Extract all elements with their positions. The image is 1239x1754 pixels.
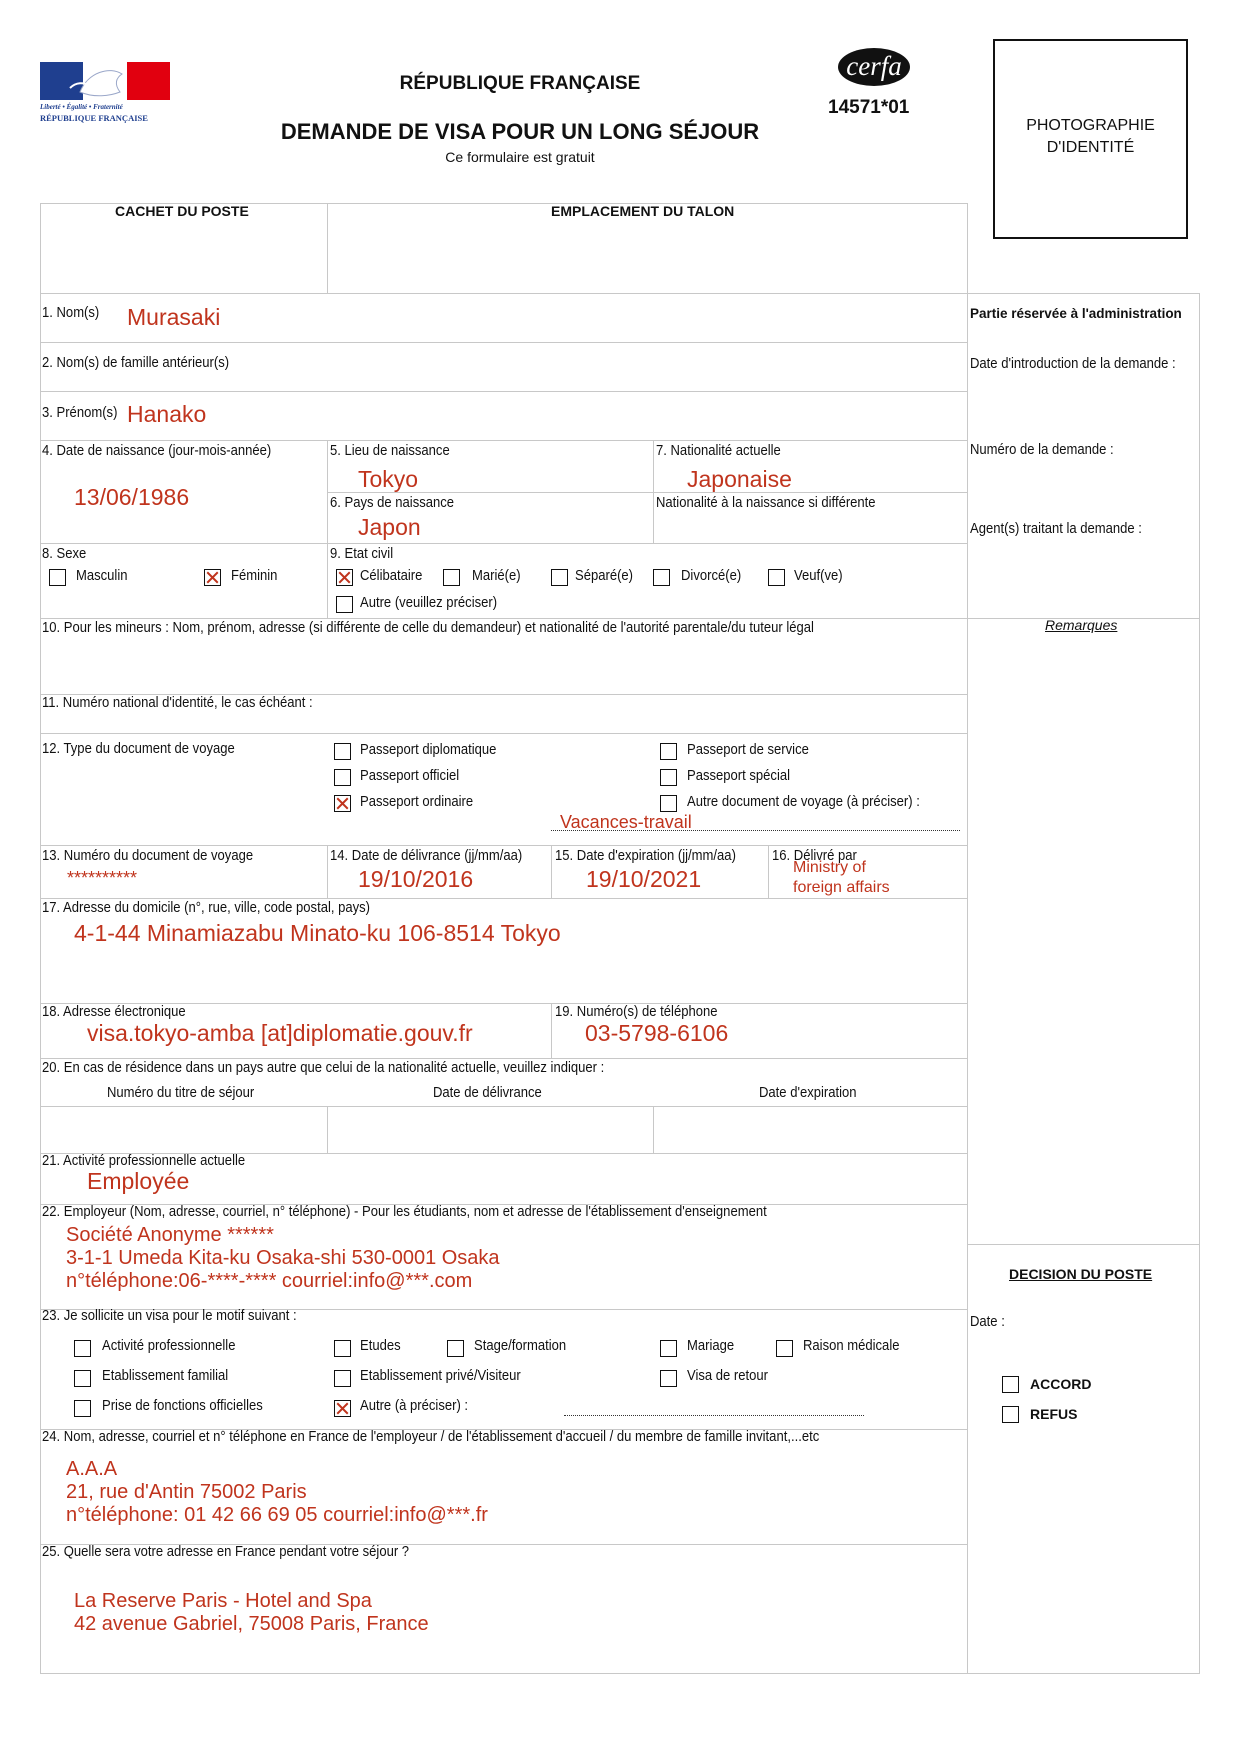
- f16-value-line2[interactable]: foreign affairs: [793, 879, 890, 896]
- f22-value-line2[interactable]: 3-1-1 Umeda Kita-ku Osaka-shi 530-0001 Osaka: [66, 1247, 500, 1269]
- etudes-label: Etudes: [360, 1338, 401, 1354]
- passeport-service-checkbox[interactable]: [660, 743, 677, 760]
- f5-value[interactable]: Tokyo: [358, 466, 419, 492]
- raison-medicale-label: Raison médicale: [803, 1338, 900, 1354]
- veuf-checkbox[interactable]: [768, 569, 785, 586]
- f6-value[interactable]: Japon: [358, 514, 421, 540]
- f9-label: 9. Etat civil: [330, 546, 394, 562]
- f25-label: 25. Quelle sera votre adresse en France pendant votre séjour ?: [42, 1544, 410, 1560]
- accord-label: ACCORD: [1030, 1376, 1092, 1392]
- fonctions-officielles-checkbox[interactable]: [74, 1400, 91, 1417]
- admin-date-intro: Date d'introduction de la demande :: [970, 356, 1176, 372]
- f25-value-line1[interactable]: La Reserve Paris - Hotel and Spa: [74, 1590, 372, 1612]
- photo-label-1: PHOTOGRAPHIE: [1026, 117, 1155, 134]
- autre-document-value[interactable]: Vacances-travail: [560, 812, 692, 832]
- f5-label: 5. Lieu de naissance: [330, 443, 450, 459]
- f14-value[interactable]: 19/10/2016: [358, 866, 474, 892]
- f7-value[interactable]: Japonaise: [687, 466, 792, 492]
- f24-value-line3[interactable]: n°téléphone: 01 42 66 69 05 courriel:info@***.fr: [66, 1504, 488, 1526]
- f11-label: 11. Numéro national d'identité, le cas échéant :: [42, 695, 313, 711]
- visa-retour-label: Visa de retour: [687, 1368, 769, 1384]
- cerfa-logo-text: cerfa: [846, 51, 902, 81]
- admin-date: Date :: [970, 1314, 1005, 1330]
- cachet-du-poste-label: CACHET DU POSTE: [115, 203, 249, 219]
- f3-label: 3. Prénom(s): [42, 405, 118, 421]
- passeport-diplomatique-checkbox[interactable]: [334, 743, 351, 760]
- autre-motif-dotted-line: [564, 1415, 864, 1416]
- emplacement-talon-label: EMPLACEMENT DU TALON: [551, 203, 735, 219]
- stage-checkbox[interactable]: [447, 1340, 464, 1357]
- passeport-officiel-checkbox[interactable]: [334, 769, 351, 786]
- passeport-service-label: Passeport de service: [687, 742, 809, 758]
- mariage-label: Mariage: [687, 1338, 735, 1354]
- f19-value[interactable]: 03-5798-6106: [585, 1020, 729, 1046]
- f4-label: 4. Date de naissance (jour-mois-année): [42, 443, 272, 459]
- etab-familial-checkbox[interactable]: [74, 1370, 91, 1387]
- f4-value[interactable]: 13/06/1986: [74, 484, 190, 510]
- logo-name: RÉPUBLIQUE FRANÇAISE: [40, 113, 148, 123]
- autre-document-label: Autre document de voyage (à préciser) :: [687, 794, 920, 810]
- f19-label: 19. Numéro(s) de téléphone: [555, 1004, 718, 1020]
- f23-label: 23. Je sollicite un visa pour le motif suivant :: [42, 1308, 297, 1324]
- marie-checkbox[interactable]: [443, 569, 460, 586]
- admin-numero: Numéro de la demande :: [970, 442, 1114, 458]
- f7b-label: Nationalité à la naissance si différente: [656, 495, 876, 511]
- f20-col-delivrance: Date de délivrance: [433, 1085, 542, 1101]
- f17-value[interactable]: 4-1-44 Minamiazabu Minato-ku 106-8514 Tokyo: [74, 920, 561, 946]
- refus-label: REFUS: [1030, 1406, 1078, 1422]
- marie-label: Marié(e): [472, 568, 521, 584]
- etab-familial-label: Etablissement familial: [102, 1368, 229, 1384]
- f25-value-line2[interactable]: 42 avenue Gabriel, 75008 Paris, France: [74, 1613, 429, 1635]
- f15-label: 15. Date d'expiration (jj/mm/aa): [555, 848, 736, 864]
- separe-checkbox[interactable]: [551, 569, 568, 586]
- f17-label: 17. Adresse du domicile (n°, rue, ville, code postal, pays): [42, 900, 371, 916]
- f24-value-line2[interactable]: 21, rue d'Antin 75002 Paris: [66, 1481, 307, 1503]
- f6-label: 6. Pays de naissance: [330, 495, 455, 511]
- photo-label-2: D'IDENTITÉ: [1046, 139, 1135, 156]
- etudes-checkbox[interactable]: [334, 1340, 351, 1357]
- passeport-special-checkbox[interactable]: [660, 769, 677, 786]
- passeport-ordinaire-checkbox[interactable]: [334, 795, 351, 812]
- f20-label: 20. En cas de résidence dans un pays autre que celui de la nationalité actuelle, veuillez indiquer :: [42, 1060, 605, 1076]
- f21-value[interactable]: Employée: [87, 1168, 190, 1194]
- raison-medicale-checkbox[interactable]: [776, 1340, 793, 1357]
- f12-label: 12. Type du document de voyage: [42, 741, 235, 757]
- f20-col-titre: Numéro du titre de séjour: [107, 1085, 255, 1101]
- etab-prive-checkbox[interactable]: [334, 1370, 351, 1387]
- f14-label: 14. Date de délivrance (jj/mm/aa): [330, 848, 523, 864]
- f22-value-line1[interactable]: Société Anonyme ******: [66, 1224, 274, 1246]
- mariage-checkbox[interactable]: [660, 1340, 677, 1357]
- accord-checkbox[interactable]: [1002, 1376, 1019, 1393]
- republic-heading: RÉPUBLIQUE FRANÇAISE: [399, 73, 641, 94]
- etab-prive-label: Etablissement privé/Visiteur: [360, 1368, 521, 1384]
- autre-document-checkbox[interactable]: [660, 795, 677, 812]
- f24-value-line1[interactable]: A.A.A: [66, 1458, 118, 1480]
- stage-label: Stage/formation: [474, 1338, 567, 1354]
- admin-title: Partie réservée à l'administration: [970, 306, 1182, 321]
- f22-value-line3[interactable]: n°téléphone:06-****-**** courriel:info@***.com: [66, 1270, 473, 1292]
- f21-label: 21. Activité professionnelle actuelle: [42, 1153, 246, 1169]
- refus-checkbox[interactable]: [1002, 1406, 1019, 1423]
- feminin-checkbox[interactable]: [204, 569, 221, 586]
- activite-pro-checkbox[interactable]: [74, 1340, 91, 1357]
- logo-motto: Liberté • Égalité • Fraternité: [40, 103, 123, 111]
- celibataire-checkbox[interactable]: [336, 569, 353, 586]
- autre-etat-checkbox[interactable]: [336, 596, 353, 613]
- f24-label: 24. Nom, adresse, courriel et n° téléphone en France de l'employeur / de l'établissement d'accueil / du membre de famille invitant,...etc: [42, 1429, 820, 1445]
- passeport-diplomatique-label: Passeport diplomatique: [360, 742, 497, 758]
- f16-value-line1[interactable]: Ministry of: [793, 859, 866, 876]
- autre-motif-label: Autre (à préciser) :: [360, 1398, 469, 1414]
- page-subtitle: Ce formulaire est gratuit: [445, 149, 595, 165]
- divorce-checkbox[interactable]: [653, 569, 670, 586]
- f20-col-expiration: Date d'expiration: [759, 1085, 857, 1101]
- photo-box: [993, 39, 1188, 239]
- masculin-label: Masculin: [76, 568, 128, 584]
- marianne-flag-icon: [40, 62, 170, 102]
- f22-label: 22. Employeur (Nom, adresse, courriel, n° téléphone) - Pour les étudiants, nom et adresse de l'établissement d'enseignement: [42, 1204, 767, 1220]
- autre-etat-label: Autre (veuillez préciser): [360, 595, 498, 611]
- passeport-officiel-label: Passeport officiel: [360, 768, 460, 784]
- autre-motif-checkbox[interactable]: [334, 1400, 351, 1417]
- f3-value[interactable]: Hanako: [127, 401, 207, 427]
- cerfa-number: 14571*01: [828, 97, 910, 118]
- passeport-ordinaire-label: Passeport ordinaire: [360, 794, 474, 810]
- f13-value[interactable]: **********: [67, 868, 138, 888]
- check-x-icon: [335, 796, 350, 811]
- admin-agents: Agent(s) traitant la demande :: [970, 521, 1142, 537]
- celibataire-label: Célibataire: [360, 568, 423, 584]
- decision-du-poste: DECISION DU POSTE: [1009, 1266, 1153, 1282]
- visa-retour-checkbox[interactable]: [660, 1370, 677, 1387]
- page-title: DEMANDE DE VISA POUR UN LONG SÉJOUR: [280, 119, 760, 144]
- f16-label: 16. Délivré par: [772, 848, 857, 864]
- f10-label: 10. Pour les mineurs : Nom, prénom, adresse (si différente de celle du demandeur) et nationalité de l'autorité parentale/du tuteur légal: [42, 620, 814, 636]
- feminin-label: Féminin: [231, 568, 278, 584]
- veuf-label: Veuf(ve): [794, 568, 843, 584]
- fonctions-officielles-label: Prise de fonctions officielles: [102, 1398, 263, 1414]
- separe-label: Séparé(e): [575, 568, 634, 584]
- passeport-special-label: Passeport spécial: [687, 768, 791, 784]
- masculin-checkbox[interactable]: [49, 569, 66, 586]
- f18-label: 18. Adresse électronique: [42, 1004, 186, 1020]
- f7-label: 7. Nationalité actuelle: [656, 443, 781, 459]
- autre-document-dotted-line: [551, 830, 960, 831]
- check-x-icon: [337, 570, 352, 585]
- f1-value[interactable]: Murasaki: [127, 304, 221, 330]
- f15-value[interactable]: 19/10/2021: [586, 866, 702, 892]
- f2-label: 2. Nom(s) de famille antérieur(s): [42, 355, 230, 371]
- f18-value[interactable]: visa.tokyo-amba [at]diplomatie.gouv.fr: [87, 1020, 473, 1046]
- check-x-icon: [335, 1401, 350, 1416]
- republique-logo: [40, 62, 170, 128]
- activite-pro-label: Activité professionnelle: [102, 1338, 236, 1354]
- f13-label: 13. Numéro du document de voyage: [42, 848, 254, 864]
- cerfa-logo: [838, 48, 910, 86]
- check-x-icon: [205, 570, 220, 585]
- divorce-label: Divorcé(e): [681, 568, 742, 584]
- f8-label: 8. Sexe: [42, 546, 87, 562]
- admin-remarques: Remarques: [1045, 617, 1118, 633]
- f1-label: 1. Nom(s): [42, 305, 100, 321]
